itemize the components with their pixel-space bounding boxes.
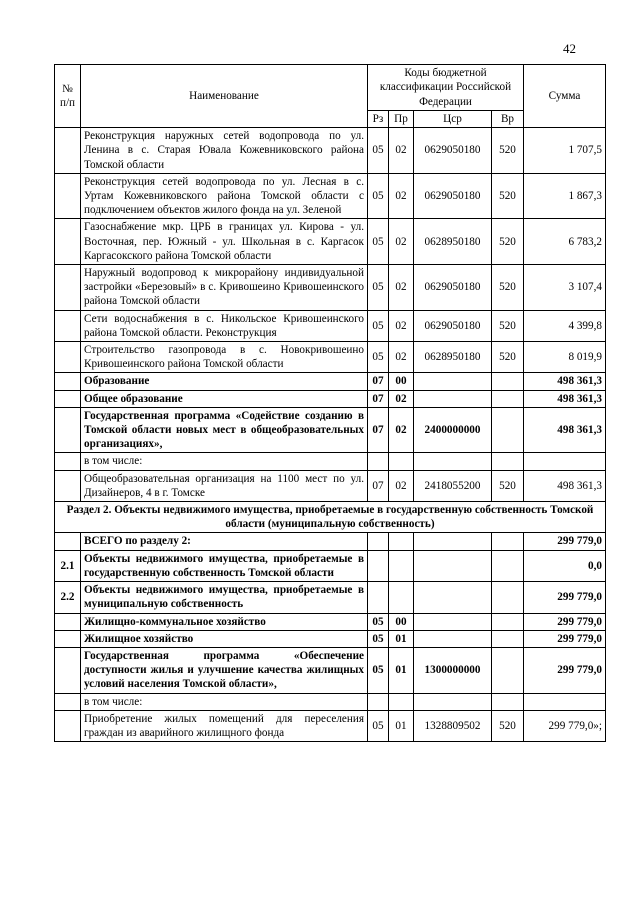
- table-row: [55, 630, 606, 647]
- table-row: [55, 613, 606, 630]
- row-vr: [492, 453, 524, 470]
- row-rz: [368, 550, 389, 581]
- row-pr: [389, 533, 414, 550]
- row-csr: [414, 373, 492, 390]
- header-codes: Коды бюджетной классификации Российской Федерации: [368, 65, 524, 111]
- row-rz: 05: [368, 630, 389, 647]
- row-rz: [368, 693, 389, 710]
- row-sum: 498 361,3: [524, 470, 606, 501]
- row-rz: 05: [368, 310, 389, 341]
- row-pr: 02: [389, 310, 414, 341]
- row-name: в том числе:: [81, 453, 368, 470]
- row-num: [55, 173, 81, 219]
- row-vr: [492, 613, 524, 630]
- row-csr: 1300000000: [414, 647, 492, 693]
- header-pr: Пр: [389, 111, 414, 128]
- row-num: [55, 453, 81, 470]
- row-rz: 07: [368, 373, 389, 390]
- row-rz: 05: [368, 613, 389, 630]
- table-row: [55, 173, 606, 219]
- row-pr: 00: [389, 613, 414, 630]
- row-csr: [414, 533, 492, 550]
- row-name: Наружный водопровод к микрорайону индивидуальной застройки «Березовый» в с. Кривошеино Кривошеинского района Томской области: [81, 265, 368, 311]
- table-row: [55, 265, 606, 311]
- row-csr: 2400000000: [414, 407, 492, 453]
- row-vr: [492, 582, 524, 613]
- row-sum: 8 019,9: [524, 342, 606, 373]
- row-name: Государственная программа «Обеспечение доступности жилья и улучшение качества жилищных условий населения Томской области»,: [81, 647, 368, 693]
- row-name: Общее образование: [81, 390, 368, 407]
- row-csr: [414, 390, 492, 407]
- row-sum: 299 779,0»;: [524, 710, 606, 741]
- row-csr: 0628950180: [414, 342, 492, 373]
- row-pr: [389, 582, 414, 613]
- row-rz: [368, 533, 389, 550]
- row-csr: [414, 613, 492, 630]
- row-csr: 0629050180: [414, 128, 492, 174]
- row-rz: 05: [368, 342, 389, 373]
- row-csr: [414, 453, 492, 470]
- row-vr: [492, 630, 524, 647]
- row-vr: [492, 390, 524, 407]
- row-name: Образование: [81, 373, 368, 390]
- row-num: [55, 310, 81, 341]
- row-pr: 02: [389, 470, 414, 501]
- header-name: Наименование: [81, 65, 368, 128]
- row-csr: [414, 693, 492, 710]
- row-num: [55, 647, 81, 693]
- row-rz: 05: [368, 219, 389, 265]
- row-sum: 3 107,4: [524, 265, 606, 311]
- row-csr: 2418055200: [414, 470, 492, 501]
- row-num: [55, 219, 81, 265]
- row-num: [55, 265, 81, 311]
- row-num: [55, 390, 81, 407]
- row-num: 2.2: [55, 582, 81, 613]
- row-num: [55, 470, 81, 501]
- row-csr: 0629050180: [414, 265, 492, 311]
- row-num: [55, 342, 81, 373]
- row-pr: [389, 693, 414, 710]
- row-sum: 498 361,3: [524, 407, 606, 453]
- row-name: Жилищное хозяйство: [81, 630, 368, 647]
- header-num: № п/п: [55, 65, 81, 128]
- table-row: [55, 219, 606, 265]
- header-csr: Цср: [414, 111, 492, 128]
- row-vr: [492, 533, 524, 550]
- row-num: 2.1: [55, 550, 81, 581]
- row-vr: 520: [492, 710, 524, 741]
- header-vr: Вр: [492, 111, 524, 128]
- table-row: [55, 407, 606, 453]
- row-sum: 498 361,3: [524, 390, 606, 407]
- row-num: [55, 373, 81, 390]
- row-name: Объекты недвижимого имущества, приобретаемые в муниципальную собственность: [81, 582, 368, 613]
- row-sum: 299 779,0: [524, 582, 606, 613]
- table-row: [55, 550, 606, 581]
- row-sum: 1 707,5: [524, 128, 606, 174]
- row-csr: 1328809502: [414, 710, 492, 741]
- row-name: ВСЕГО по разделу 2:: [81, 533, 368, 550]
- table-row: [55, 373, 606, 390]
- table-row: [55, 647, 606, 693]
- row-pr: 02: [389, 173, 414, 219]
- row-num: [55, 693, 81, 710]
- table-row: [55, 710, 606, 741]
- budget-table: [54, 64, 606, 742]
- row-vr: 520: [492, 342, 524, 373]
- row-sum: 299 779,0: [524, 630, 606, 647]
- table-row: [55, 533, 606, 550]
- row-csr: 0629050180: [414, 173, 492, 219]
- section2-title: Раздел 2. Объекты недвижимого имущества, приобретаемые в государственную собственность Томской области (муниципальную собственность): [55, 502, 606, 533]
- row-name: Приобретение жилых помещений для переселения граждан из аварийного жилищного фонда: [81, 710, 368, 741]
- row-name: в том числе:: [81, 693, 368, 710]
- row-pr: 02: [389, 219, 414, 265]
- row-csr: [414, 582, 492, 613]
- row-vr: 520: [492, 310, 524, 341]
- row-name: Строительство газопровода в с. Новокривошеино Кривошеинского района Томской области: [81, 342, 368, 373]
- row-vr: 520: [492, 219, 524, 265]
- header-sum: Сумма: [524, 65, 606, 128]
- row-csr: 0628950180: [414, 219, 492, 265]
- row-num: [55, 710, 81, 741]
- section2-body: [55, 533, 606, 742]
- row-name: Общеобразовательная организация на 1100 мест по ул. Дизайнеров, 4 в г. Томске: [81, 470, 368, 501]
- row-num: [55, 630, 81, 647]
- row-csr: [414, 630, 492, 647]
- row-sum: 1 867,3: [524, 173, 606, 219]
- row-name: Реконструкция сетей водопровода по ул. Лесная в с. Уртам Кожевниковского района Томской области с подключением объектов жилого фонда на ул. Зеленой: [81, 173, 368, 219]
- row-name: Жилищно-коммунальное хозяйство: [81, 613, 368, 630]
- header-rz: Рз: [368, 111, 389, 128]
- row-pr: 02: [389, 128, 414, 174]
- row-rz: 07: [368, 470, 389, 501]
- section1-body: [55, 128, 606, 502]
- row-pr: 02: [389, 390, 414, 407]
- row-vr: 520: [492, 265, 524, 311]
- table-row: [55, 342, 606, 373]
- row-rz: [368, 453, 389, 470]
- row-num: [55, 533, 81, 550]
- row-vr: 520: [492, 128, 524, 174]
- page-number: 42: [563, 41, 576, 56]
- row-name: Реконструкция наружных сетей водопровода по ул. Ленина в с. Старая Ювала Кожевниковского района Томской области: [81, 128, 368, 174]
- row-sum: 299 779,0: [524, 533, 606, 550]
- row-rz: 05: [368, 128, 389, 174]
- table-row: [55, 310, 606, 341]
- row-rz: [368, 582, 389, 613]
- row-pr: [389, 453, 414, 470]
- row-name: Государственная программа «Содействие созданию в Томской области новых мест в общеобразовательных организациях»,: [81, 407, 368, 453]
- row-rz: 05: [368, 647, 389, 693]
- row-pr: 01: [389, 647, 414, 693]
- table-row: [55, 693, 606, 710]
- row-pr: 02: [389, 265, 414, 311]
- row-rz: 05: [368, 265, 389, 311]
- row-pr: 00: [389, 373, 414, 390]
- row-pr: 01: [389, 710, 414, 741]
- table-row: [55, 453, 606, 470]
- table-row: [55, 128, 606, 174]
- row-num: [55, 407, 81, 453]
- row-vr: [492, 647, 524, 693]
- row-sum: 498 361,3: [524, 373, 606, 390]
- row-vr: [492, 550, 524, 581]
- table-row: [55, 390, 606, 407]
- row-num: [55, 613, 81, 630]
- row-vr: [492, 373, 524, 390]
- row-csr: 0629050180: [414, 310, 492, 341]
- row-sum: [524, 453, 606, 470]
- row-rz: 05: [368, 710, 389, 741]
- row-name: Сети водоснабжения в с. Никольское Кривошеинского района Томской области. Реконструкция: [81, 310, 368, 341]
- row-pr: 02: [389, 342, 414, 373]
- row-pr: [389, 550, 414, 581]
- row-vr: [492, 693, 524, 710]
- row-rz: 07: [368, 390, 389, 407]
- table-row: [55, 470, 606, 501]
- row-sum: 6 783,2: [524, 219, 606, 265]
- row-pr: 01: [389, 630, 414, 647]
- row-csr: [414, 550, 492, 581]
- row-pr: 02: [389, 407, 414, 453]
- row-vr: 520: [492, 173, 524, 219]
- row-name: Объекты недвижимого имущества, приобретаемые в государственную собственность Томской области: [81, 550, 368, 581]
- table-row: [55, 582, 606, 613]
- row-sum: 299 779,0: [524, 647, 606, 693]
- row-sum: 4 399,8: [524, 310, 606, 341]
- row-vr: [492, 407, 524, 453]
- row-rz: 07: [368, 407, 389, 453]
- row-sum: 0,0: [524, 550, 606, 581]
- row-vr: 520: [492, 470, 524, 501]
- row-sum: 299 779,0: [524, 613, 606, 630]
- row-sum: [524, 693, 606, 710]
- row-num: [55, 128, 81, 174]
- row-rz: 05: [368, 173, 389, 219]
- row-name: Газоснабжение мкр. ЦРБ в границах ул. Кирова - ул. Восточная, пер. Южный - ул. Школьная в с. Каргасок Каргасокского района Томской области: [81, 219, 368, 265]
